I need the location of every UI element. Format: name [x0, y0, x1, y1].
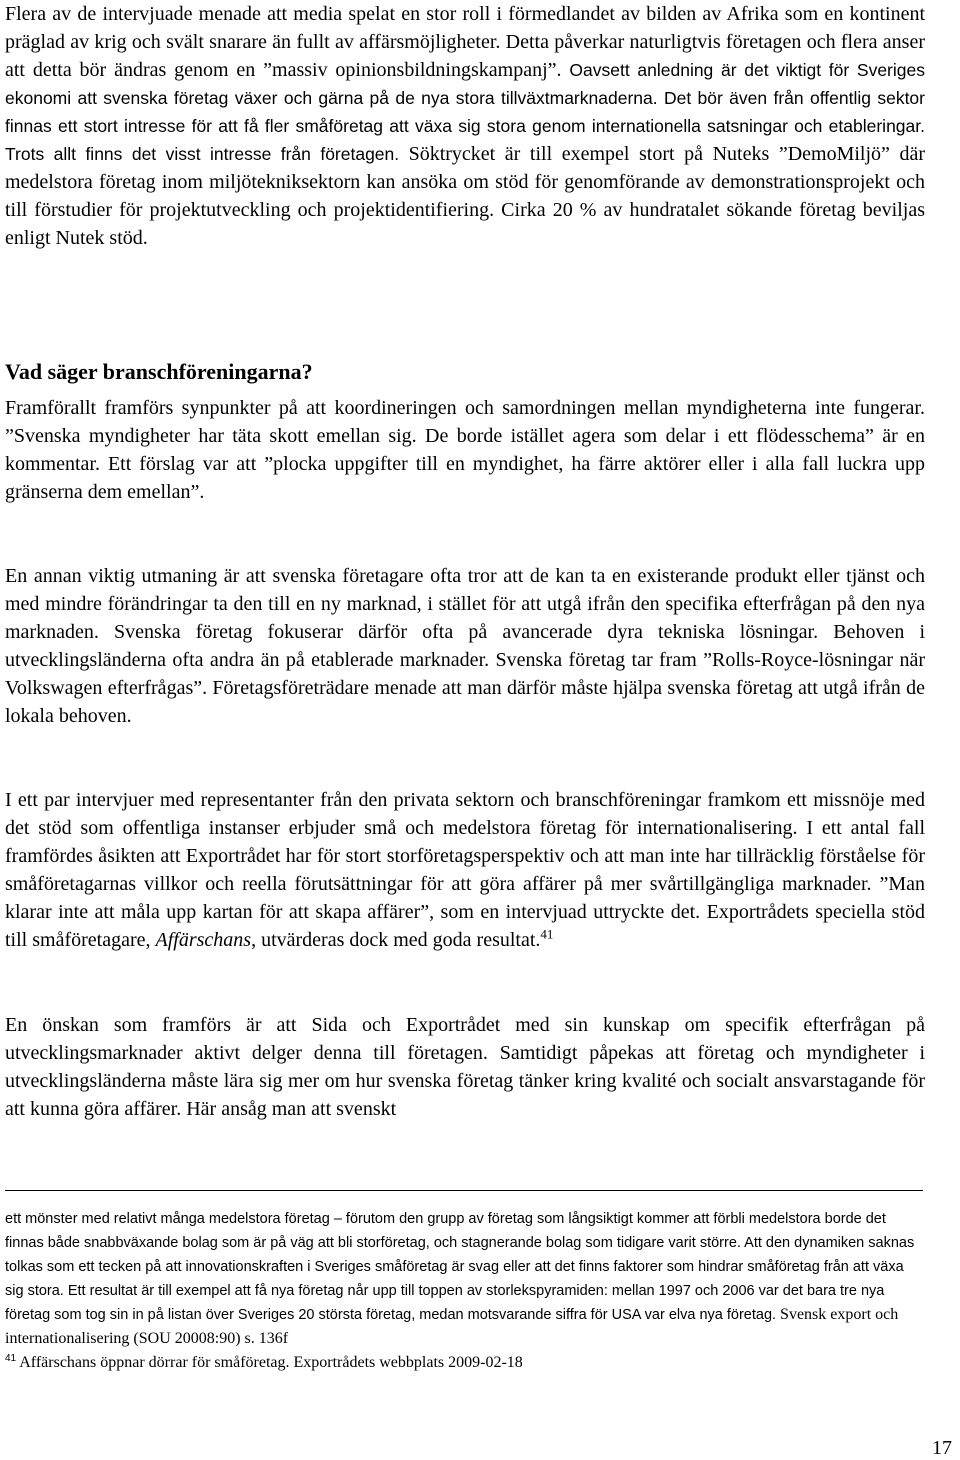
- footnote-number: 41: [5, 1353, 17, 1365]
- paragraph-challenge: [5, 562, 925, 730]
- paragraph-text: En önskan som framförs är att Sida och Exportrådet med sin kunskap om specifik efterfrågan på utvecklingsmarknader aktivt delger denna till företagen. Samtidigt påpekas att företag och myndigheter i utvecklingsländerna måste lära sig mer om hur svenska företag tänker kring kvalité och socialt ansvarstagande för att kunna göra affärer. Här ansåg man att svenskt: [5, 1014, 925, 1120]
- footnote-text: ett mönster med relativt många medelstora företag – förutom den grupp av företag som långsiktigt kommer att förbli medelstora borde det finnas både snabbväxande bolag som är på väg att bli storföretag, och stagnerande bolag som tidigare varit större. Att den dynamiken saknas tolkas som ett tecken på att innovationskraften i Sveriges småföretag är svag eller att det finns faktorer som hindrar småföretag från att växa sig stora. Ett resultat är till exempel att få nya företag når upp till toppen av storlekspyramiden: mellan 1997 och 2006 var det bara tre nya företag som tog sin in på listan över Sveriges 20 största företag, medan motsvarande siffra för USA var elva nya företag.: [5, 1211, 915, 1323]
- paragraph-italic-term: Affärschans: [155, 929, 252, 951]
- footnotes-area: [5, 1207, 923, 1375]
- paragraph-coordination: [5, 394, 925, 506]
- section-heading: Vad säger branschföreningarna?: [5, 359, 313, 384]
- paragraph-media-image: [5, 0, 925, 252]
- paragraph-wish: [5, 1011, 925, 1123]
- footnote-reference[interactable]: 41: [540, 926, 554, 942]
- paragraph-interviews: [5, 786, 925, 954]
- footnote-41: [5, 1351, 923, 1375]
- paragraph-text: Söktrycket är till exempel stort på Nuteks ”DemoMiljö” där medelstora företag inom miljötekniksektorn kan ansöka om stöd för genomförande av demonstrationsprojekt och till förstudier för projektutveckling och projektidentifiering. Cirka 20 % av hundratalet sökande företag beviljas enligt Nutek stöd.: [5, 143, 926, 249]
- footnote-source: Svensk export och internationalisering (SOU 20008:90) s. 136f: [5, 1306, 899, 1347]
- footnote-continuation: [5, 1207, 923, 1351]
- paragraph-text: , utvärderas dock med goda resultat.: [251, 929, 541, 951]
- paragraph-text: Flera av de intervjuade menade att media spelat en stor roll i förmedlandet av bilden av Afrika som en kontinent präglad av krig och svält snarare än fullt av affärsmöjligheter. Detta påverkar naturligtvis företagen och flera anser att detta bör ändras genom en ”massiv opinionsbildningskampanj”.: [5, 3, 925, 81]
- paragraph-text: Framförallt framförs synpunkter på att koordineringen och samordningen mellan myndigheterna inte fungerar. ”Svenska myndigheter har täta skott emellan sig. De borde istället agera som delar i ett flödesschema” är en kommentar. Ett förslag var att ”plocka uppgifter till en myndighet, ha färre aktörer eller i alla fall luckra upp gränserna dem emellan”.: [5, 397, 925, 503]
- footnote-text: Affärschans öppnar dörrar för småföretag. Exportrådets webbplats 2009-02-18: [16, 1354, 523, 1371]
- paragraph-text-sans: Oavsett anledning är det viktigt för Sveriges ekonomi att svenska företag växer och gärna på de nya stora tillväxtmarknaderna. Det bör även från offentlig sektor finnas ett stort intresse för att få fler småföretag att växa sig stora genom internationella satsningar och etableringar. Trots allt finns det visst intresse från företagen.: [5, 60, 925, 164]
- paragraph-text: I ett par intervjuer med representanter från den privata sektorn och branschföreningar framkom ett missnöje med det stöd som offentliga instanser erbjuder små och medelstora företag för internationalisering. I ett antal fall framfördes åsikten att Exportrådet har för stort storföretagsperspektiv och att man inte har tillräcklig förståelse för småföretagarnas villkor och reella förutsättningar för att göra affärer på mer svårtillgängliga marknader. ”Man klarar inte att måla upp kartan för att skapa affärer”, som en intervjuad uttryckte det. Exportrådets speciella stöd till småföretagare,: [5, 789, 925, 951]
- footnote-divider: [5, 1190, 923, 1191]
- paragraph-text: En annan viktig utmaning är att svenska företagare ofta tror att de kan ta en existerande produkt eller tjänst och med mindre förändringar ta den till en ny marknad, i stället för att utgå ifrån den specifika efterfrågan på den nya marknaden. Svenska företag fokuserar därför ofta på avancerade dyra tekniska lösningar. Behoven i utvecklingsländerna ofta andra än på etablerade marknader. Svenska företag tar fram ”Rolls-Royce-lösningar när Volkswagen efterfrågas”. Företagsföreträdare menade att man därför måste hjälpa svenska företag att utgå ifrån de lokala behoven.: [5, 565, 925, 727]
- page-number: 17: [932, 1437, 952, 1459]
